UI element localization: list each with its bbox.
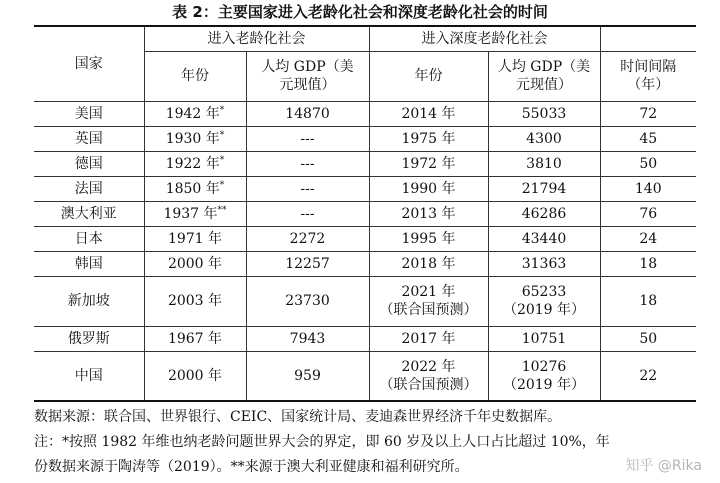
deep-gdp-cell: 10751: [488, 326, 600, 351]
interval-cell: 18: [600, 276, 696, 326]
deep-year-cell: 2021 年 （联合国预测）: [369, 276, 488, 326]
aging-year-cell: 1850 年*: [144, 176, 246, 201]
interval-cell: 18: [600, 251, 696, 276]
aging-gdp-cell: 7943: [246, 326, 369, 351]
aging-year-cell: 1942 年*: [144, 101, 246, 126]
deep-gdp-cell: 65233 （2019 年）: [488, 276, 600, 326]
aging-year-cell: 2003 年: [144, 276, 246, 326]
header-aging-group: 进入老龄化社会: [144, 26, 369, 51]
header-year: 年份: [144, 51, 246, 101]
deep-year-cell: 2017 年: [369, 326, 488, 351]
header-gdp2: 人均 GDP（美 元现值）: [488, 51, 600, 101]
aging-year-cell: 2000 年: [144, 251, 246, 276]
aging-year-cell: 1971 年: [144, 226, 246, 251]
table-row: [34, 151, 696, 176]
table-row: [34, 101, 696, 126]
deep-gdp-cell: 4300: [488, 126, 600, 151]
country-cell: 德国: [34, 151, 144, 176]
country-cell: 日本: [34, 226, 144, 251]
aging-year-cell: 1922 年*: [144, 151, 246, 176]
aging-gdp-cell: 12257: [246, 251, 369, 276]
header-blank: [600, 26, 696, 51]
footnote-mark: *: [219, 154, 225, 165]
country-cell: 俄罗斯: [34, 326, 144, 351]
country-cell: 澳大利亚: [34, 201, 144, 226]
table-row: [34, 251, 696, 276]
footnote-mark: *: [219, 129, 225, 140]
interval-cell: 50: [600, 326, 696, 351]
table-title: 表 2：主要国家进入老龄化社会和深度老龄化社会的时间: [172, 3, 548, 21]
deep-year-cell: 1990 年: [369, 176, 488, 201]
table-row: [34, 126, 696, 151]
deep-gdp-cell: 46286: [488, 201, 600, 226]
deep-year-cell: 2018 年: [369, 251, 488, 276]
interval-cell: 76: [600, 201, 696, 226]
deep-year-cell: 2022 年 （联合国预测）: [369, 351, 488, 401]
header-country: 国家: [34, 26, 144, 101]
footnote-mark: *: [219, 104, 225, 115]
deep-year-cell: 2013 年: [369, 201, 488, 226]
interval-cell: 22: [600, 351, 696, 401]
aging-gdp-cell: 23730: [246, 276, 369, 326]
table-row: [34, 176, 696, 201]
deep-gdp-cell: 55033: [488, 101, 600, 126]
country-cell: 法国: [34, 176, 144, 201]
header-deep-group: 进入深度老龄化社会: [369, 26, 600, 51]
interval-cell: 50: [600, 151, 696, 176]
aging-year-cell: 2000 年: [144, 351, 246, 401]
aging-gdp-cell: ---: [246, 201, 369, 226]
footnote-line-1: 注：*按照 1982 年维也纳老龄问题世界大会的界定，即 60 岁及以上人口占比超过 10%，年: [34, 434, 610, 450]
interval-cell: 140: [600, 176, 696, 201]
table-row: [34, 276, 696, 326]
aging-gdp-cell: ---: [246, 126, 369, 151]
footnote-line-2: 份数据来源于陶涛等（2019）。**来源于澳大利亚健康和福利研究所。: [34, 459, 469, 475]
aging-year-cell: 1967 年: [144, 326, 246, 351]
watermark: 知乎 @Rika: [625, 458, 702, 474]
deep-year-cell: 1995 年: [369, 226, 488, 251]
deep-year-cell: 2014 年: [369, 101, 488, 126]
interval-cell: 45: [600, 126, 696, 151]
deep-year-cell: 1975 年: [369, 126, 488, 151]
deep-gdp-cell: 31363: [488, 251, 600, 276]
aging-year-cell: 1937 年**: [144, 201, 246, 226]
country-cell: 韩国: [34, 251, 144, 276]
country-cell: 新加坡: [34, 276, 144, 326]
table-row: [34, 351, 696, 401]
deep-gdp-cell: 3810: [488, 151, 600, 176]
country-cell: 中国: [34, 351, 144, 401]
aging-gdp-cell: 2272: [246, 226, 369, 251]
aging-table: [34, 25, 696, 402]
aging-year-cell: 1930 年*: [144, 126, 246, 151]
aging-gdp-cell: ---: [246, 151, 369, 176]
header-gdp: 人均 GDP（美 元现值）: [246, 51, 369, 101]
header-interval: 时间间隔 （年）: [600, 51, 696, 101]
table-notes: [34, 405, 704, 480]
table-row: [34, 326, 696, 351]
footnote-mark: **: [217, 204, 227, 215]
interval-cell: 72: [600, 101, 696, 126]
table-row: [34, 226, 696, 251]
footnote-mark: *: [219, 179, 225, 190]
country-cell: 英国: [34, 126, 144, 151]
deep-gdp-cell: 43440: [488, 226, 600, 251]
deep-gdp-cell: 21794: [488, 176, 600, 201]
aging-gdp-cell: 14870: [246, 101, 369, 126]
interval-cell: 24: [600, 226, 696, 251]
country-cell: 美国: [34, 101, 144, 126]
aging-gdp-cell: 959: [246, 351, 369, 401]
aging-gdp-cell: ---: [246, 176, 369, 201]
table-row: [34, 201, 696, 226]
header-year2: 年份: [369, 51, 488, 101]
deep-year-cell: 1972 年: [369, 151, 488, 176]
source-note: 数据来源：联合国、世界银行、CEIC、国家统计局、麦迪森世界经济千年史数据库。: [34, 409, 562, 425]
deep-gdp-cell: 10276 （2019 年）: [488, 351, 600, 401]
